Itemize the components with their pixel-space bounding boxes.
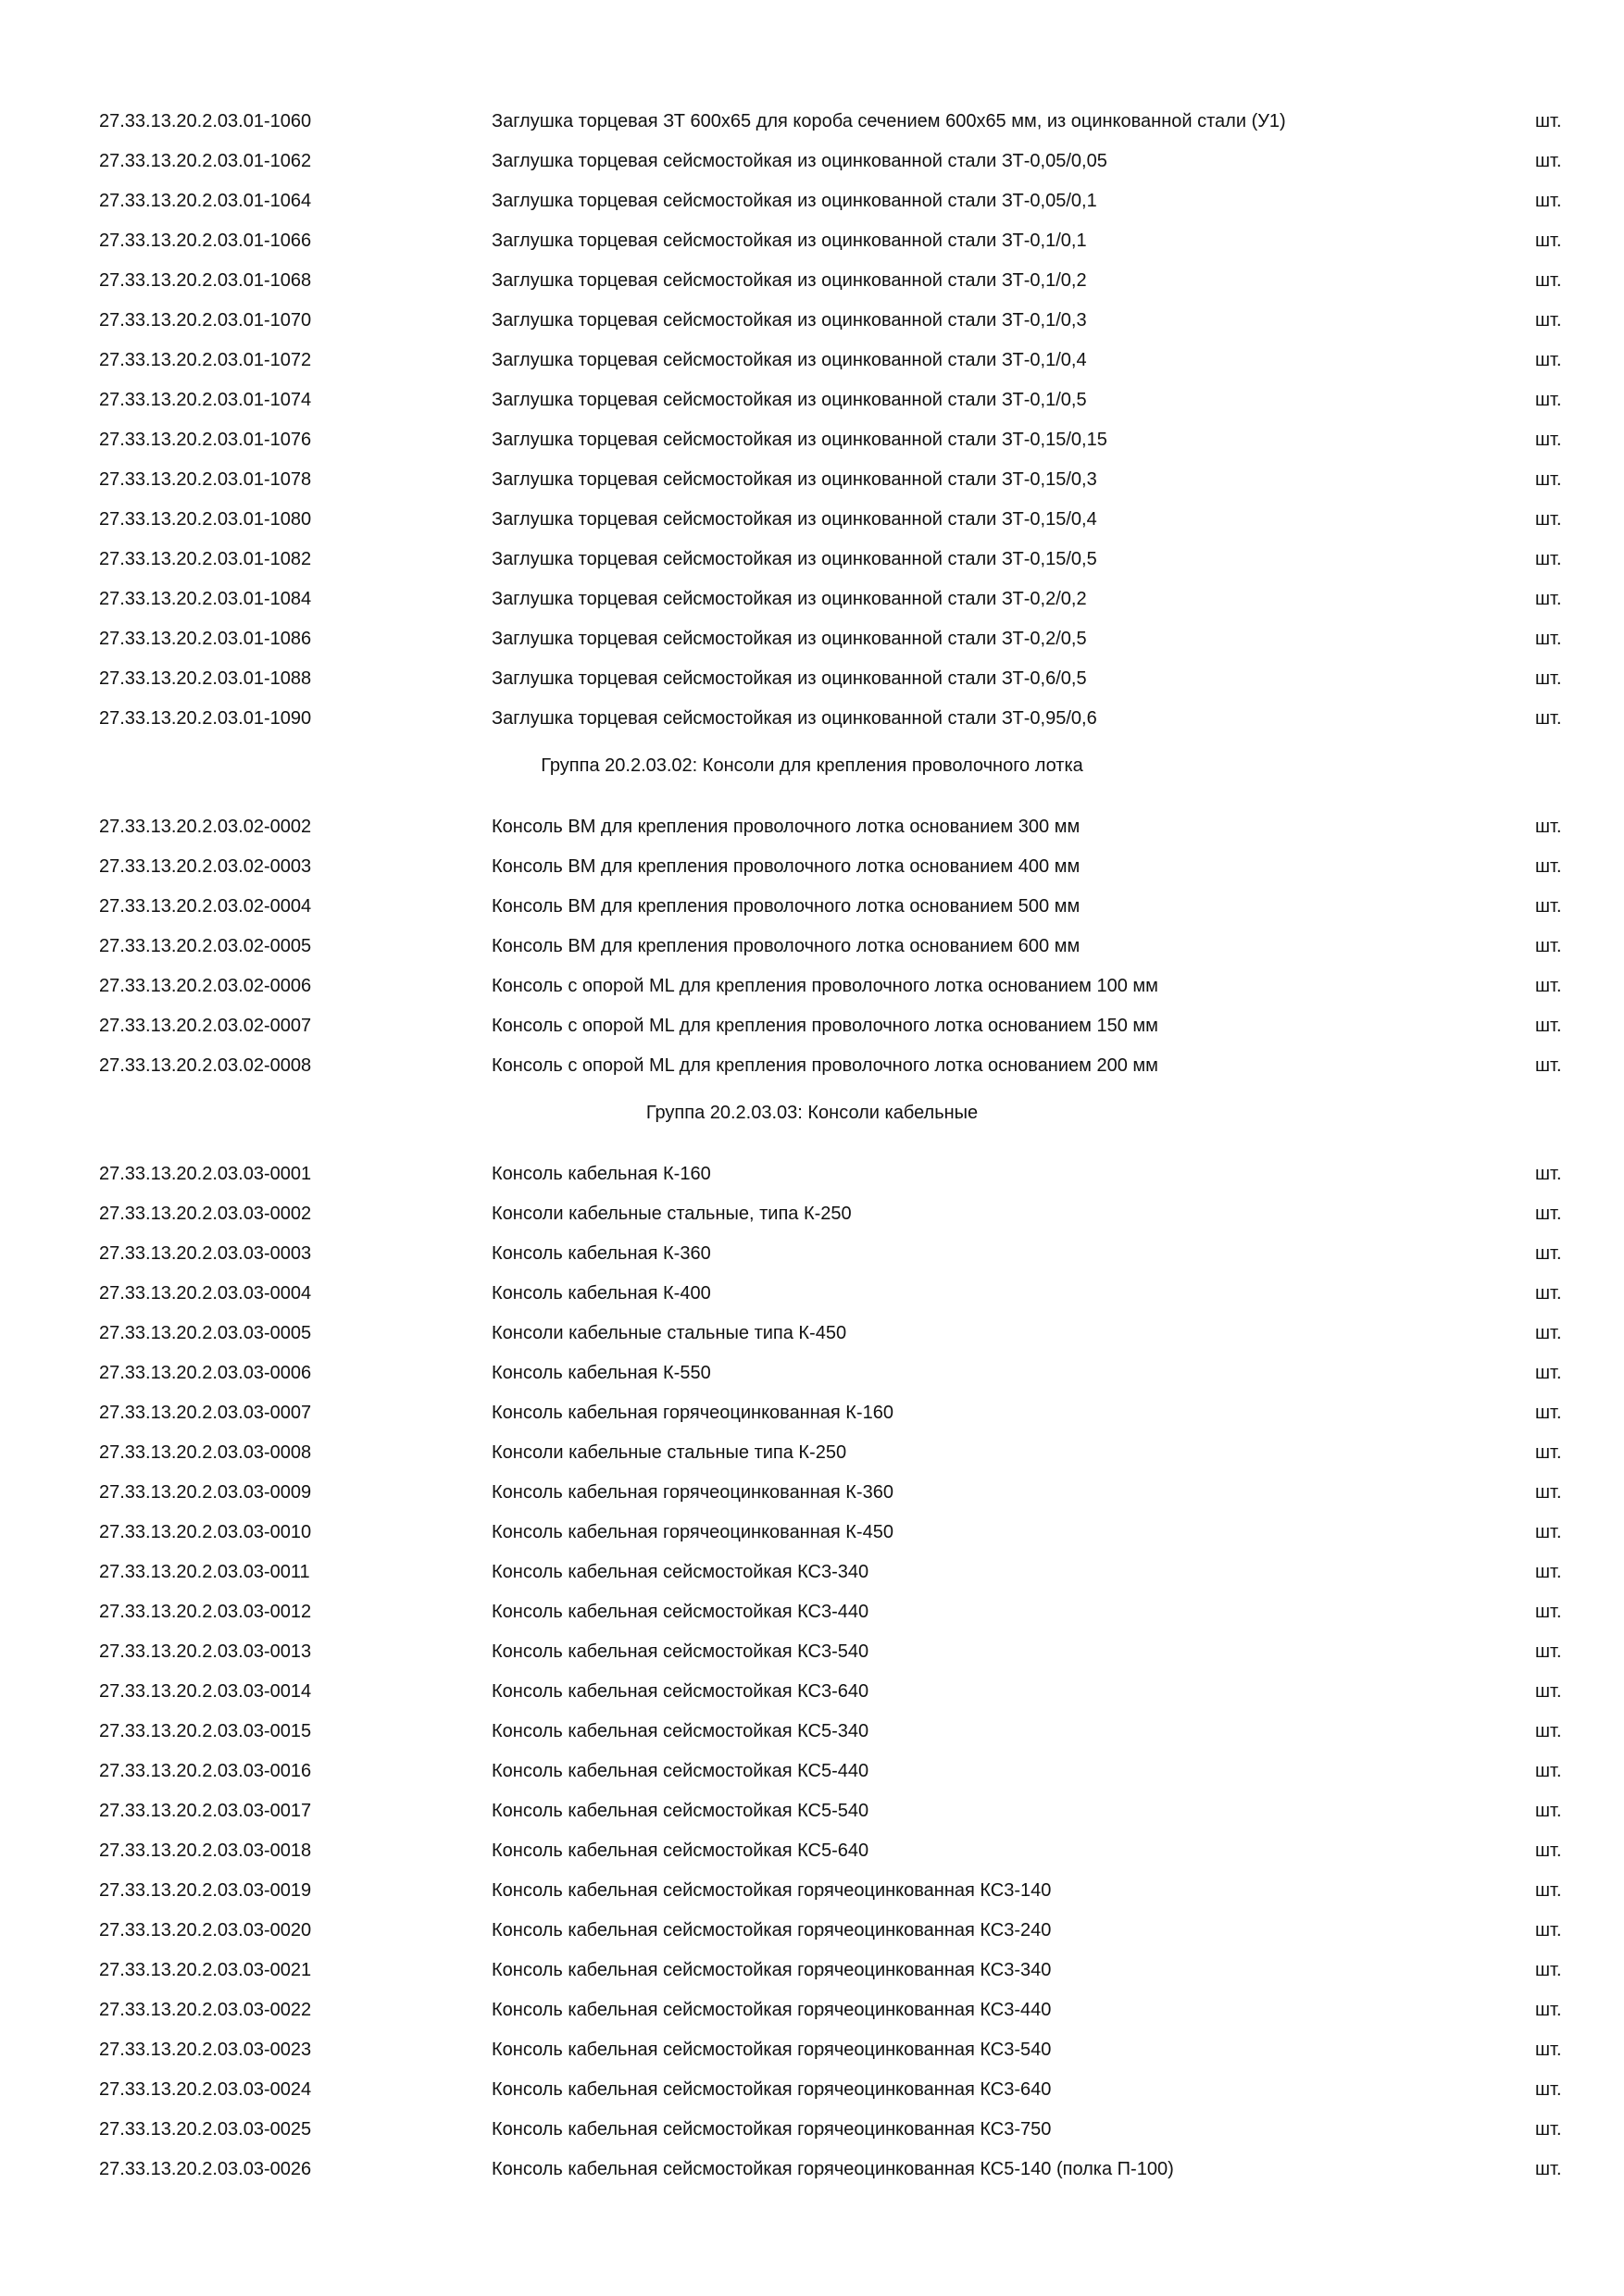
item-unit: шт. bbox=[1535, 469, 1562, 490]
item-code: 27.33.13.20.2.03.03-0007 bbox=[99, 1403, 312, 1423]
item-code: 27.33.13.20.2.03.02-0006 bbox=[99, 976, 312, 996]
item-unit: шт. bbox=[1535, 1482, 1562, 1503]
table-row bbox=[0, 1393, 1624, 1433]
item-code: 27.33.13.20.2.03.03-0012 bbox=[99, 1602, 312, 1622]
table-row bbox=[0, 301, 1624, 341]
item-code: 27.33.13.20.2.03.01-1076 bbox=[99, 430, 312, 450]
item-description: Консоль кабельная К-360 bbox=[492, 1243, 711, 1264]
item-unit: шт. bbox=[1535, 310, 1562, 331]
table-row bbox=[0, 1911, 1624, 1951]
item-description: Консоль ВМ для крепления проволочного лотка основанием 600 мм bbox=[492, 936, 1081, 956]
item-unit: шт. bbox=[1535, 1960, 1562, 1980]
item-unit: шт. bbox=[1535, 390, 1562, 410]
item-description: Консоль кабельная горячеоцинкованная К-360 bbox=[492, 1482, 893, 1503]
item-unit: шт. bbox=[1535, 1403, 1562, 1423]
item-unit: шт. bbox=[1535, 111, 1562, 131]
item-code: 27.33.13.20.2.03.03-0008 bbox=[99, 1442, 312, 1463]
table-row bbox=[0, 887, 1624, 927]
table-row bbox=[0, 500, 1624, 540]
item-unit: шт. bbox=[1535, 629, 1562, 649]
table-row bbox=[0, 221, 1624, 261]
item-description: Консоль кабельная сейсмостойкая горячеоцинкованная КС3-440 bbox=[492, 2000, 1052, 2020]
table-row bbox=[0, 1592, 1624, 1632]
table-row bbox=[0, 1632, 1624, 1672]
table-row bbox=[0, 261, 1624, 301]
item-unit: шт. bbox=[1535, 1283, 1562, 1304]
item-code: 27.33.13.20.2.03.03-0017 bbox=[99, 1801, 312, 1821]
item-unit: шт. bbox=[1535, 2079, 1562, 2100]
item-description: Консоль кабельная сейсмостойкая горячеоцинкованная КС3-640 bbox=[492, 2079, 1052, 2100]
item-code: 27.33.13.20.2.03.03-0025 bbox=[99, 2119, 312, 2140]
table-row bbox=[0, 381, 1624, 420]
item-description: Заглушка торцевая сейсмостойкая из оцинкованной стали ЗТ-0,6/0,5 bbox=[492, 668, 1087, 689]
item-unit: шт. bbox=[1535, 2119, 1562, 2140]
table-row bbox=[0, 2150, 1624, 2190]
item-code: 27.33.13.20.2.03.01-1086 bbox=[99, 629, 312, 649]
item-unit: шт. bbox=[1535, 976, 1562, 996]
item-unit: шт. bbox=[1535, 1055, 1562, 1076]
item-description: Консоль ВМ для крепления проволочного лотка основанием 300 мм bbox=[492, 817, 1081, 837]
table-row bbox=[0, 580, 1624, 619]
item-unit: шт. bbox=[1535, 151, 1562, 171]
table-row bbox=[0, 1871, 1624, 1911]
item-description: Консоль кабельная К-400 bbox=[492, 1283, 711, 1304]
item-code: 27.33.13.20.2.03.03-0006 bbox=[99, 1363, 312, 1383]
item-code: 27.33.13.20.2.03.01-1070 bbox=[99, 310, 312, 331]
item-code: 27.33.13.20.2.03.02-0007 bbox=[99, 1016, 312, 1036]
item-code: 27.33.13.20.2.03.01-1090 bbox=[99, 708, 312, 729]
item-description: Консоль кабельная сейсмостойкая КС5-540 bbox=[492, 1801, 869, 1821]
item-code: 27.33.13.20.2.03.03-0021 bbox=[99, 1960, 312, 1980]
item-code: 27.33.13.20.2.03.03-0018 bbox=[99, 1841, 312, 1861]
table-row bbox=[0, 927, 1624, 967]
item-code: 27.33.13.20.2.03.01-1074 bbox=[99, 390, 312, 410]
item-description: Консоли кабельные стальные типа К-250 bbox=[492, 1442, 847, 1463]
item-unit: шт. bbox=[1535, 1442, 1562, 1463]
item-unit: шт. bbox=[1535, 589, 1562, 609]
item-description: Консоль ВМ для крепления проволочного лотка основанием 400 мм bbox=[492, 856, 1081, 877]
item-unit: шт. bbox=[1535, 1761, 1562, 1781]
item-unit: шт. bbox=[1535, 1522, 1562, 1542]
table-row bbox=[0, 1354, 1624, 1393]
table-row bbox=[0, 2070, 1624, 2110]
item-code: 27.33.13.20.2.03.01-1064 bbox=[99, 191, 312, 211]
item-code: 27.33.13.20.2.03.03-0024 bbox=[99, 2079, 312, 2100]
item-code: 27.33.13.20.2.03.03-0001 bbox=[99, 1164, 312, 1184]
item-description: Консоль кабельная сейсмостойкая КС3-340 bbox=[492, 1562, 869, 1582]
item-code: 27.33.13.20.2.03.01-1066 bbox=[99, 231, 312, 251]
table-row bbox=[0, 181, 1624, 221]
table-row bbox=[0, 1234, 1624, 1274]
item-description: Консоль кабельная К-550 bbox=[492, 1363, 711, 1383]
item-code: 27.33.13.20.2.03.01-1084 bbox=[99, 589, 312, 609]
price-list bbox=[0, 102, 1624, 2190]
table-row bbox=[0, 1791, 1624, 1831]
item-description: Консоль кабельная сейсмостойкая горячеоцинкованная КС3-750 bbox=[492, 2119, 1052, 2140]
item-unit: шт. bbox=[1535, 1164, 1562, 1184]
item-description: Заглушка торцевая сейсмостойкая из оцинкованной стали ЗТ-0,05/0,1 bbox=[492, 191, 1097, 211]
table-row bbox=[0, 2110, 1624, 2150]
item-description: Консоль кабельная сейсмостойкая горячеоцинкованная КС3-140 bbox=[492, 1880, 1052, 1901]
item-unit: шт. bbox=[1535, 1880, 1562, 1901]
item-code: 27.33.13.20.2.03.03-0019 bbox=[99, 1880, 312, 1901]
group-heading: Группа 20.2.03.02: Консоли для крепления проволочного лотка bbox=[541, 755, 1083, 776]
table-row bbox=[0, 1274, 1624, 1314]
item-description: Консоли кабельные стальные, типа К-250 bbox=[492, 1204, 852, 1224]
item-unit: шт. bbox=[1535, 1602, 1562, 1622]
item-code: 27.33.13.20.2.03.03-0011 bbox=[99, 1562, 310, 1582]
item-description: Консоль кабельная горячеоцинкованная К-450 bbox=[492, 1522, 893, 1542]
item-description: Консоль кабельная К-160 bbox=[492, 1164, 711, 1184]
item-description: Консоль кабельная сейсмостойкая КС3-640 bbox=[492, 1681, 869, 1702]
item-code: 27.33.13.20.2.03.03-0023 bbox=[99, 2040, 312, 2060]
table-row bbox=[0, 1006, 1624, 1046]
item-description: Консоль кабельная горячеоцинкованная К-160 bbox=[492, 1403, 893, 1423]
item-unit: шт. bbox=[1535, 856, 1562, 877]
item-unit: шт. bbox=[1535, 350, 1562, 370]
item-unit: шт. bbox=[1535, 1243, 1562, 1264]
item-unit: шт. bbox=[1535, 1562, 1562, 1582]
item-unit: шт. bbox=[1535, 2040, 1562, 2060]
item-unit: шт. bbox=[1535, 1801, 1562, 1821]
item-code: 27.33.13.20.2.03.03-0022 bbox=[99, 2000, 312, 2020]
item-description: Заглушка торцевая сейсмостойкая из оцинкованной стали ЗТ-0,1/0,5 bbox=[492, 390, 1087, 410]
item-unit: шт. bbox=[1535, 668, 1562, 689]
item-description: Консоль кабельная сейсмостойкая КС3-440 bbox=[492, 1602, 869, 1622]
item-description: Заглушка торцевая сейсмостойкая из оцинкованной стали ЗТ-0,1/0,2 bbox=[492, 270, 1087, 291]
item-unit: шт. bbox=[1535, 1016, 1562, 1036]
item-unit: шт. bbox=[1535, 549, 1562, 569]
item-description: Консоль кабельная сейсмостойкая КС3-540 bbox=[492, 1641, 869, 1662]
item-code: 27.33.13.20.2.03.02-0008 bbox=[99, 1055, 312, 1076]
item-description: Заглушка торцевая сейсмостойкая из оцинкованной стали ЗТ-0,2/0,5 bbox=[492, 629, 1087, 649]
item-unit: шт. bbox=[1535, 1681, 1562, 1702]
item-unit: шт. bbox=[1535, 817, 1562, 837]
table-row bbox=[0, 1951, 1624, 1990]
item-code: 27.33.13.20.2.03.01-1088 bbox=[99, 668, 312, 689]
item-code: 27.33.13.20.2.03.02-0005 bbox=[99, 936, 312, 956]
item-unit: шт. bbox=[1535, 1204, 1562, 1224]
table-row bbox=[0, 460, 1624, 500]
table-row bbox=[0, 142, 1624, 181]
item-unit: шт. bbox=[1535, 1920, 1562, 1940]
item-description: Заглушка торцевая ЗТ 600х65 для короба сечением 600х65 мм, из оцинкованной стали (У1) bbox=[492, 111, 1286, 131]
table-row bbox=[0, 1712, 1624, 1752]
table-row bbox=[0, 341, 1624, 381]
item-unit: шт. bbox=[1535, 1641, 1562, 1662]
item-code: 27.33.13.20.2.03.01-1068 bbox=[99, 270, 312, 291]
item-description: Консоль кабельная сейсмостойкая КС5-640 bbox=[492, 1841, 869, 1861]
item-code: 27.33.13.20.2.03.02-0004 bbox=[99, 896, 312, 917]
table-row bbox=[0, 1831, 1624, 1871]
table-row bbox=[0, 1513, 1624, 1553]
item-code: 27.33.13.20.2.03.03-0015 bbox=[99, 1721, 312, 1741]
table-row bbox=[0, 1154, 1624, 1194]
item-description: Заглушка торцевая сейсмостойкая из оцинкованной стали ЗТ-0,1/0,3 bbox=[492, 310, 1087, 331]
item-code: 27.33.13.20.2.03.02-0002 bbox=[99, 817, 312, 837]
item-description: Консоль с опорой ML для крепления проволочного лотка основанием 150 мм bbox=[492, 1016, 1158, 1036]
item-unit: шт. bbox=[1535, 1323, 1562, 1343]
item-description: Консоль ВМ для крепления проволочного лотка основанием 500 мм bbox=[492, 896, 1081, 917]
item-description: Заглушка торцевая сейсмостойкая из оцинкованной стали ЗТ-0,1/0,1 bbox=[492, 231, 1087, 251]
item-code: 27.33.13.20.2.03.03-0003 bbox=[99, 1243, 312, 1264]
item-code: 27.33.13.20.2.03.01-1080 bbox=[99, 509, 312, 530]
item-description: Заглушка торцевая сейсмостойкая из оцинкованной стали ЗТ-0,15/0,5 bbox=[492, 549, 1097, 569]
table-row bbox=[0, 1194, 1624, 1234]
table-row bbox=[0, 619, 1624, 659]
item-description: Консоль с опорой ML для крепления проволочного лотка основанием 200 мм bbox=[492, 1055, 1158, 1076]
item-code: 27.33.13.20.2.03.03-0005 bbox=[99, 1323, 312, 1343]
item-code: 27.33.13.20.2.03.01-1060 bbox=[99, 111, 312, 131]
item-code: 27.33.13.20.2.03.01-1082 bbox=[99, 549, 312, 569]
group-heading: Группа 20.2.03.03: Консоли кабельные bbox=[645, 1103, 979, 1123]
table-row bbox=[0, 659, 1624, 699]
table-row bbox=[0, 1433, 1624, 1473]
table-row bbox=[0, 1672, 1624, 1712]
item-code: 27.33.13.20.2.03.02-0003 bbox=[99, 856, 312, 877]
table-row bbox=[0, 2030, 1624, 2070]
table-row bbox=[0, 420, 1624, 460]
item-code: 27.33.13.20.2.03.03-0026 bbox=[99, 2159, 312, 2179]
item-code: 27.33.13.20.2.03.03-0014 bbox=[99, 1681, 312, 1702]
table-row bbox=[0, 102, 1624, 142]
item-description: Консоль с опорой ML для крепления проволочного лотка основанием 100 мм bbox=[492, 976, 1158, 996]
item-description: Заглушка торцевая сейсмостойкая из оцинкованной стали ЗТ-0,1/0,4 bbox=[492, 350, 1087, 370]
item-description: Консоль кабельная сейсмостойкая горячеоцинкованная КС3-340 bbox=[492, 1960, 1052, 1980]
table-row bbox=[0, 1473, 1624, 1513]
item-description: Консоль кабельная сейсмостойкая горячеоцинкованная КС5-140 (полка П-100) bbox=[492, 2159, 1174, 2179]
table-row bbox=[0, 1752, 1624, 1791]
item-code: 27.33.13.20.2.03.03-0013 bbox=[99, 1641, 312, 1662]
item-unit: шт. bbox=[1535, 231, 1562, 251]
item-description: Консоль кабельная сейсмостойкая КС5-340 bbox=[492, 1721, 869, 1741]
table-row bbox=[0, 1553, 1624, 1592]
item-unit: шт. bbox=[1535, 896, 1562, 917]
item-description: Заглушка торцевая сейсмостойкая из оцинкованной стали ЗТ-0,15/0,4 bbox=[492, 509, 1097, 530]
item-code: 27.33.13.20.2.03.03-0002 bbox=[99, 1204, 312, 1224]
table-row bbox=[0, 699, 1624, 739]
item-description: Заглушка торцевая сейсмостойкая из оцинкованной стали ЗТ-0,2/0,2 bbox=[492, 589, 1087, 609]
item-unit: шт. bbox=[1535, 1363, 1562, 1383]
item-unit: шт. bbox=[1535, 430, 1562, 450]
item-code: 27.33.13.20.2.03.01-1078 bbox=[99, 469, 312, 490]
table-row bbox=[0, 967, 1624, 1006]
item-unit: шт. bbox=[1535, 708, 1562, 729]
item-description: Консоль кабельная сейсмостойкая горячеоцинкованная КС3-540 bbox=[492, 2040, 1052, 2060]
item-code: 27.33.13.20.2.03.03-0010 bbox=[99, 1522, 312, 1542]
item-code: 27.33.13.20.2.03.03-0020 bbox=[99, 1920, 312, 1940]
table-row bbox=[0, 1314, 1624, 1354]
table-row bbox=[0, 807, 1624, 847]
item-description: Заглушка торцевая сейсмостойкая из оцинкованной стали ЗТ-0,05/0,05 bbox=[492, 151, 1107, 171]
item-description: Заглушка торцевая сейсмостойкая из оцинкованной стали ЗТ-0,95/0,6 bbox=[492, 708, 1097, 729]
item-description: Заглушка торцевая сейсмостойкая из оцинкованной стали ЗТ-0,15/0,3 bbox=[492, 469, 1097, 490]
table-row bbox=[0, 540, 1624, 580]
item-unit: шт. bbox=[1535, 509, 1562, 530]
table-row bbox=[0, 847, 1624, 887]
item-description: Консоль кабельная сейсмостойкая горячеоцинкованная КС3-240 bbox=[492, 1920, 1052, 1940]
item-code: 27.33.13.20.2.03.03-0016 bbox=[99, 1761, 312, 1781]
item-unit: шт. bbox=[1535, 936, 1562, 956]
table-row bbox=[0, 1046, 1624, 1086]
item-code: 27.33.13.20.2.03.01-1062 bbox=[99, 151, 312, 171]
item-description: Консоли кабельные стальные типа К-450 bbox=[492, 1323, 847, 1343]
item-unit: шт. bbox=[1535, 191, 1562, 211]
item-unit: шт. bbox=[1535, 270, 1562, 291]
item-unit: шт. bbox=[1535, 2000, 1562, 2020]
item-unit: шт. bbox=[1535, 1841, 1562, 1861]
table-row bbox=[0, 1990, 1624, 2030]
item-unit: шт. bbox=[1535, 1721, 1562, 1741]
item-unit: шт. bbox=[1535, 2159, 1562, 2179]
item-description: Заглушка торцевая сейсмостойкая из оцинкованной стали ЗТ-0,15/0,15 bbox=[492, 430, 1107, 450]
item-code: 27.33.13.20.2.03.03-0004 bbox=[99, 1283, 312, 1304]
item-code: 27.33.13.20.2.03.03-0009 bbox=[99, 1482, 312, 1503]
item-description: Консоль кабельная сейсмостойкая КС5-440 bbox=[492, 1761, 869, 1781]
item-code: 27.33.13.20.2.03.01-1072 bbox=[99, 350, 312, 370]
